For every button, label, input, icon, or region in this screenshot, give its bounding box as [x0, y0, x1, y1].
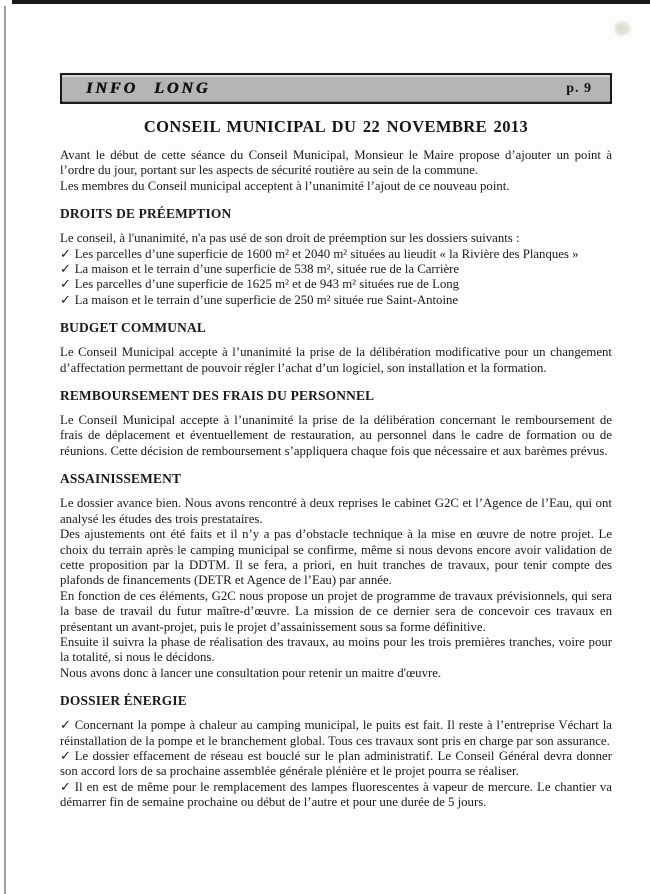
check-icon: ✓: [60, 246, 71, 261]
list-item-text: Les parcelles d’une superficie de 1625 m² et de 943 m² situées rue de Long: [74, 277, 460, 292]
paragraph: Nous avons donc à lancer une consultation pour retenir un maitre d'œuvre.: [60, 665, 442, 680]
section-preemption: [60, 206, 612, 308]
section-energie: [60, 693, 612, 810]
list-item: [60, 247, 612, 262]
list-item: [60, 293, 612, 308]
section-remboursement: [60, 388, 612, 459]
scan-artifact: [615, 22, 630, 35]
document-title: CONSEIL MUNICIPAL DU 22 NOVEMBRE 2013: [143, 117, 529, 136]
intro-paragraph: Les membres du Conseil municipal acceptent à l’unanimité l’ajout de ce nouveau point.: [60, 178, 510, 193]
page-banner: [60, 73, 612, 104]
section-heading: REMBOURSEMENT DES FRAIS DU PERSONNEL: [60, 388, 375, 404]
list-item-text: Le dossier effacement de réseau est bouclé sur le plan administratif. Le Conseil Général devra donner son accord lors de sa prochaine assemblée générale plénière et le projet pourra se réaliser.: [60, 748, 612, 779]
list-item-text: Il en est de même pour le remplacement des lampes fluorescentes à vapeur de mercure. Le chantier va démarrer fin de semaine prochaine ou début de l’autre et pour une durée de 5 jours.: [60, 779, 612, 810]
paragraph: Le Conseil Municipal accepte à l’unanimité la prise de la délibération concernant le remboursement de frais de déplacement et éventuellement de restauration, au personnel dans le cadre de formation ou de réunions. Cette décision de remboursement s’appliquera chaque fois que nécessaire et aux barèmes prévus.: [60, 413, 612, 458]
check-icon: ✓: [60, 748, 71, 763]
list-item: [60, 718, 612, 749]
list-item-text: La maison et le terrain d’une superficie de 250 m² située rue Saint-Antoine: [74, 292, 459, 307]
list-item: [60, 277, 612, 292]
section-heading: DOSSIER ÉNERGIE: [60, 693, 187, 709]
section-assainissement: [60, 471, 612, 681]
paragraph: Des ajustements ont été faits et il n’y a pas d’obstacle technique à la mise en œuvre de notre projet. Le choix du terrain après le camping municipal se confirme, même si nous devons encore avoir validation de cette proposition par la DDTM. Il se fera, a priori, en huit tranches de travaux, pour tenir compte des plafonds de financements (DETR et Agence de l’Eau) par année.: [60, 527, 612, 588]
scan-top-edge: [12, 0, 650, 4]
list-item: [60, 262, 612, 277]
section-budget: [60, 320, 612, 376]
paragraph: Le conseil, à l'unanimité, n'a pas usé de son droit de préemption sur les dossiers suivants :: [60, 231, 520, 246]
check-icon: ✓: [60, 292, 71, 307]
check-icon: ✓: [60, 718, 71, 733]
paragraph: Ensuite il suivra la phase de réalisation des travaux, au moins pour les trois premières tranches, voire pour la totalité, si nous le décidons.: [60, 634, 612, 665]
document-content: [60, 73, 612, 811]
list-item: [60, 749, 612, 780]
section-heading: BUDGET COMMUNAL: [60, 320, 206, 336]
list-item-text: La maison et le terrain d’une superficie de 538 m², située rue de la Carrière: [74, 262, 460, 277]
banner-title: INFO LONG: [86, 79, 211, 97]
scan-left-edge: [4, 6, 6, 894]
list-item-text: Concernant la pompe à chaleur au camping municipal, le puits est fait. Il reste à l’entreprise Véchart la réinstallation de la pompe et le branchement global. Tous ces travaux sont pris en charge par son assurance.: [60, 718, 612, 748]
intro-paragraph: Avant le début de cette séance du Conseil Municipal, Monsieur le Maire propose d’ajouter un point à l’ordre du jour, portant sur les aspects de sécurité routière au sein de la commune.: [60, 148, 612, 178]
list-item: [60, 780, 612, 811]
paragraph: Le dossier avance bien. Nous avons rencontré à deux reprises le cabinet G2C et l’Agence de l’Eau, qui ont analysé les études des trois prestataires.: [60, 496, 612, 526]
section-heading: DROITS DE PRÉEMPTION: [60, 206, 232, 222]
section-heading: ASSAINISSEMENT: [60, 471, 182, 487]
list-item-text: Les parcelles d’une superficie de 1600 m² et 2040 m² situées au lieudit « la Rivière des Planques »: [74, 246, 579, 261]
check-icon: ✓: [60, 262, 71, 277]
check-icon: ✓: [60, 779, 71, 794]
page-number: p. 9: [566, 80, 592, 96]
paragraph: En fonction de ces éléments, G2C nous propose un projet de programme de travaux prévisionnels, qui sera la base de travail du futur maître-d’œuvre. La mission de ce dernier sera de concevoir ces travaux en présentant un avant-projet, puis le projet d’assainissement sous sa forme définitive.: [60, 588, 612, 634]
check-icon: ✓: [60, 277, 71, 292]
paragraph: Le Conseil Municipal accepte à l’unanimité la prise de la délibération modificative pour un changement d’affectation permettant de pouvoir régler l’achat d’un logiciel, son installation et la formation.: [60, 345, 612, 375]
